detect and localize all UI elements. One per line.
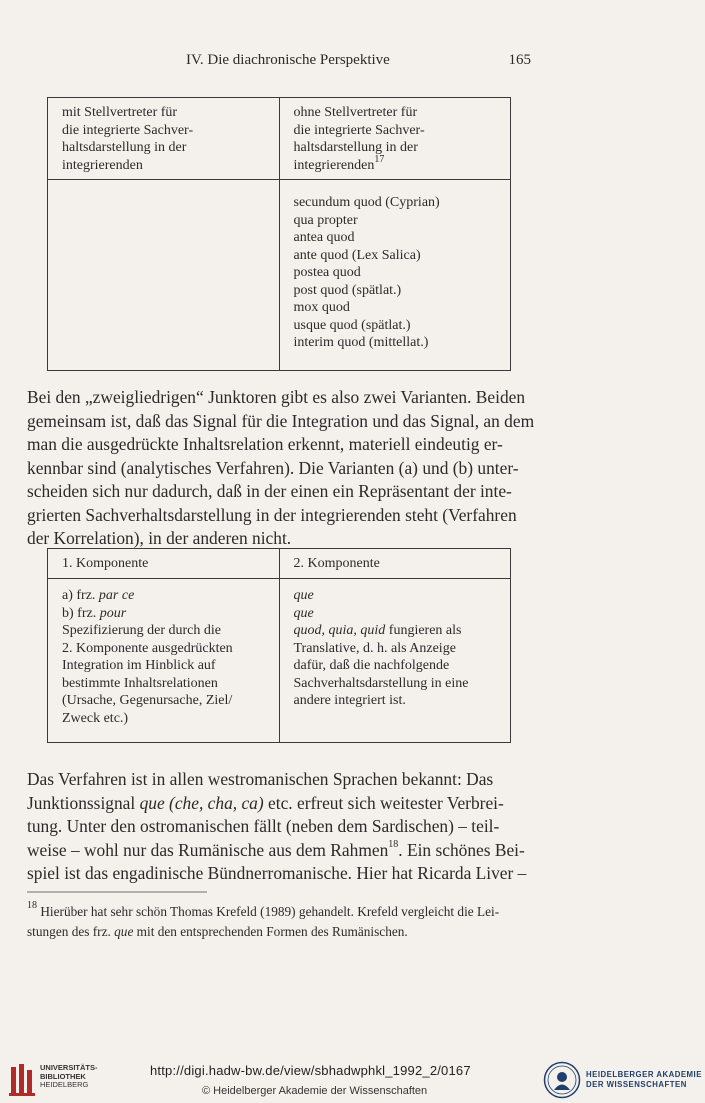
body-paragraph-1: Bei den „zweigliedrigen“ Junktoren gibt es also zwei Varianten. Beiden gemeinsam ist, daß das Signal für die Integration und das Signal, an dem man die ausgedrückte Inhaltsrelation erkennt, materiell eindeutig er- kennbar sind (analytisches Verfahren). Die Varianten (a) und (b) unter- scheiden sich nur dadurch, daß in der einen ein Repräsentant der inte- grierten Sachverhaltsdarstellung in der integrierenden steht (Verfahren der Korrelation), in der anderen nicht. [27, 387, 535, 548]
footnote-ref-17: 17 [374, 153, 385, 165]
table1-cell-right-header: ohne Stellvertreter für die integrierte Sachver- haltsdarstellung in der integrierenden$^{17}$ [279, 98, 511, 180]
table2-cell-right: que que quod, quia, quid fungieren als Translative, d. h. als Anzeige dafür, daß die nachfolgende Sachverhaltsdarstellung in eine andere integriert ist. [279, 579, 511, 743]
component-table [47, 548, 511, 743]
footnote-18: $^{18}$ Hierüber hat sehr schön Thomas Krefeld (1989) gehandelt. Krefeld vergleicht die Lei- stungen des frz. que mit den entsprechenden Formen des Rumänischen. [27, 900, 500, 939]
university-library-name: UNIVERSITÄTS- BIBLIOTHEK HEIDELBERG [40, 1063, 98, 1089]
footnote-rule [27, 891, 207, 893]
table1-cell-left-body [48, 180, 280, 371]
table2-header-2: 2. Komponente [279, 549, 511, 579]
table2-header-1: 1. Komponente [48, 549, 280, 579]
academy-name: HEIDELBERGER AKADEMIE DER WISSENSCHAFTEN [586, 1070, 702, 1089]
table1-cell-right-body: secundum quod (Cyprian) qua propter antea quod ante quod (Lex Salica) postea quod post quod (spätlat.) mox quod usque quod (spätlat.) interim quod (mittellat.) [279, 180, 511, 371]
permalink[interactable]: http://digi.hadw-bw.de/view/sbhadwphkl_1992_2/0167 [150, 1063, 471, 1078]
copyright-notice: © Heidelberger Akademie der Wissenschaften [202, 1085, 428, 1097]
running-title: IV. Die diachronische Perspektive [186, 52, 390, 68]
academy-seal-icon [543, 1061, 581, 1099]
table2-cell-left: a) frz. par ce b) frz. pour Spezifizierung der durch die 2. Komponente ausgedrückten Integration im Hinblick auf bestimmte Inhaltsrelationen (Ursache, Gegenursache, Ziel/ Zweck etc.) [48, 579, 280, 743]
university-library-logo-icon [9, 1063, 35, 1097]
body-paragraph-2: Das Verfahren ist in allen westromanischen Sprachen bekannt: Das Junktionssignal que (che, cha, ca) etc. erfreut sich weitester Verbrei- tung. Unter den ostromanischen fällt (neben dem Sardischen) – teil- weise – wohl nur das Rumänische aus dem Rahmen$^{18}$. Ein schönes Bei- spiel ist das engadinische Bündnerromanische. Hier hat Ricarda Liver – [27, 769, 527, 883]
footnote-ref-18: 18 [388, 838, 399, 850]
junctor-table [47, 97, 511, 371]
table1-cell-left-header: mit Stellvertreter für die integrierte Sachver- haltsdarstellung in der integrierenden [48, 98, 280, 180]
page-number: 165 [508, 52, 531, 68]
